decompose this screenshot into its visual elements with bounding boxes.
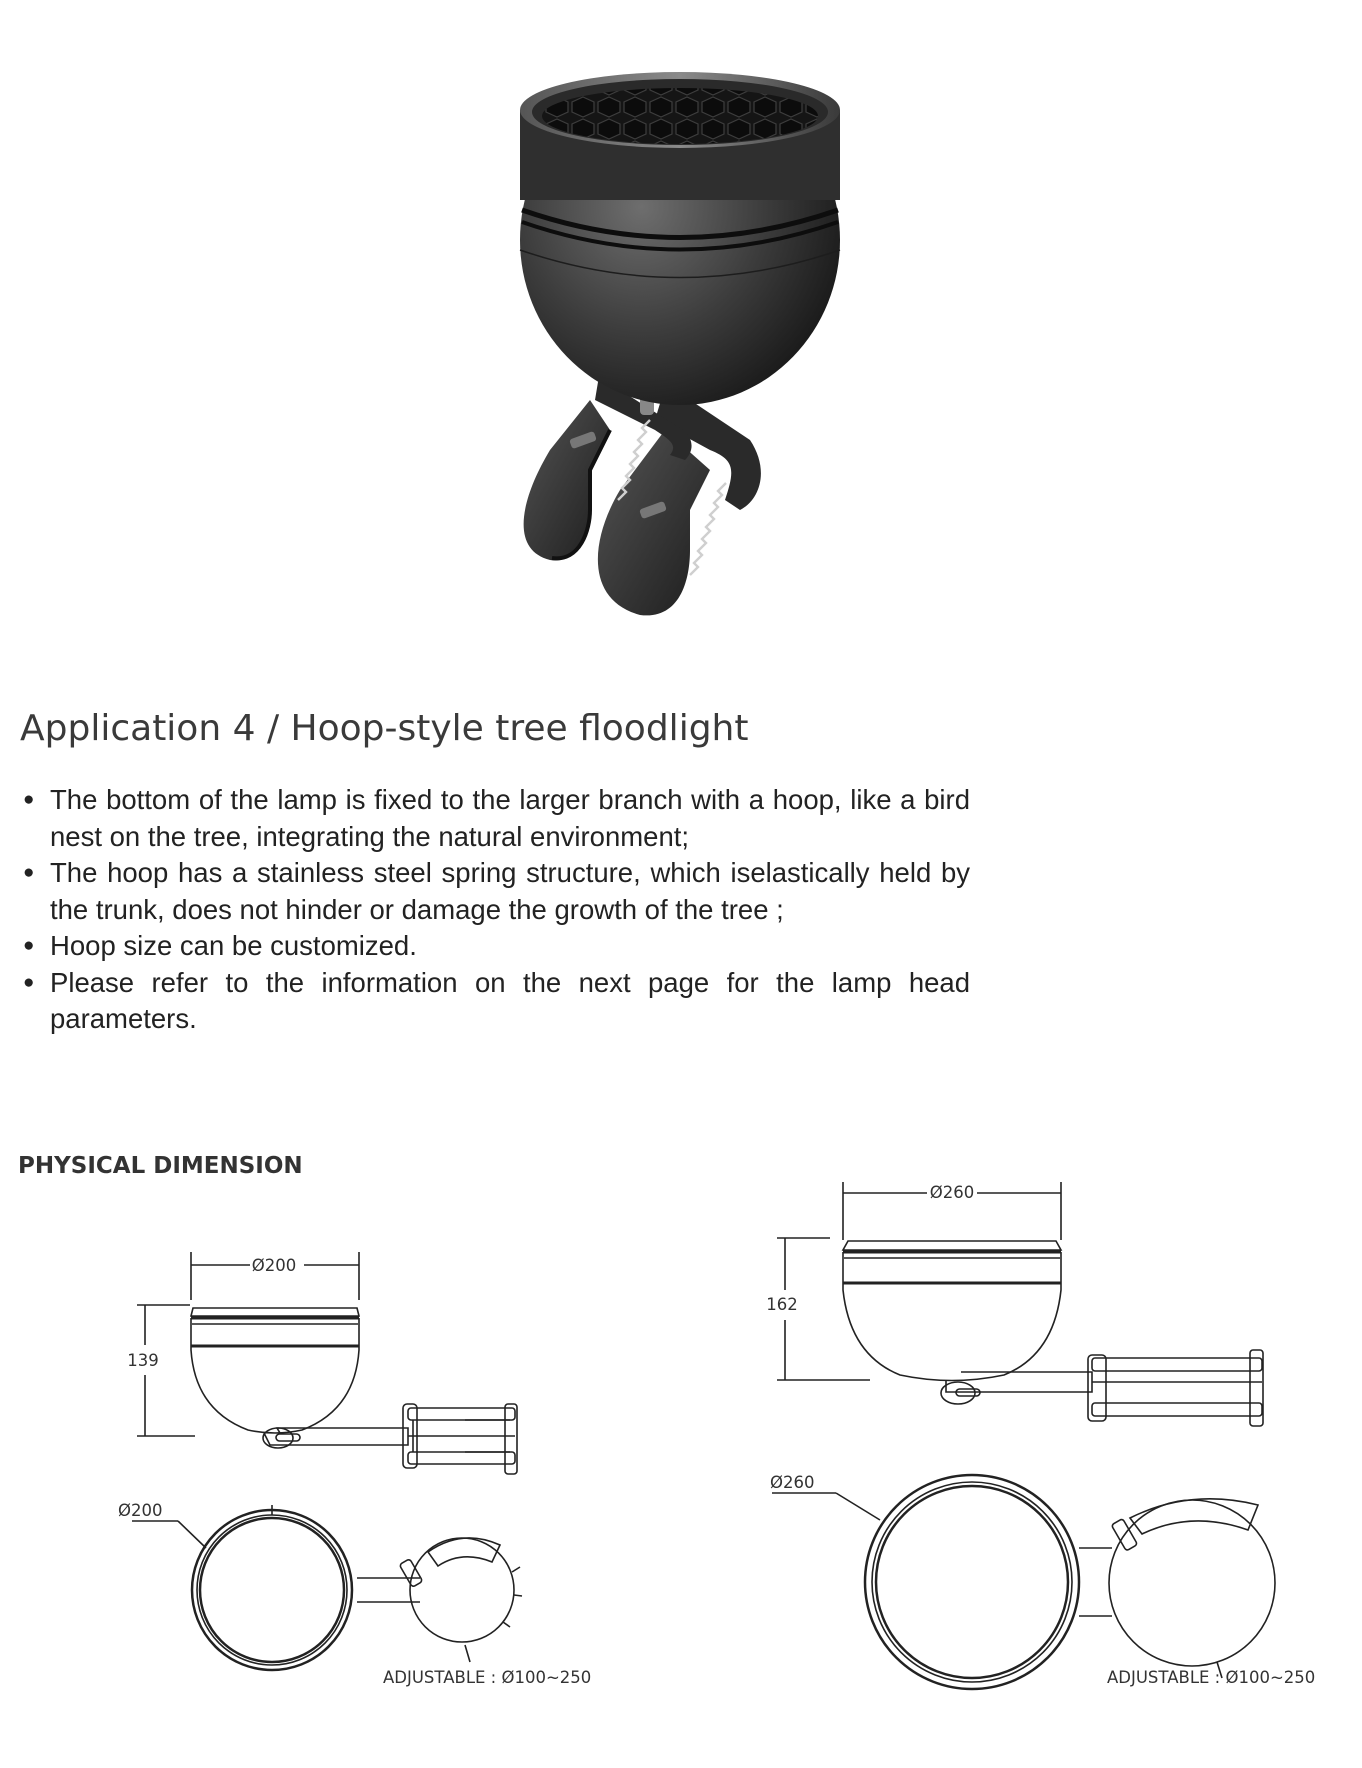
small-height-label: 139 <box>127 1351 159 1370</box>
small-adjustable-label: ADJUSTABLE : Ø100~250 <box>383 1668 592 1687</box>
dimension-drawings <box>0 1160 1362 1768</box>
small-diameter-label: Ø200 <box>251 1256 297 1275</box>
feature-item: ● The bottom of the lamp is fixed to the larger branch with a hoop, like a bird nest on the tree, integrating the natural environment; <box>20 782 970 855</box>
large-diameter-label: Ø260 <box>929 1183 975 1202</box>
physical-dimension-title: PHYSICAL DIMENSION <box>18 1153 303 1179</box>
feature-item: ● Please refer to the information on the next page for the lamp head parameters. <box>20 965 970 1038</box>
small-top-view <box>132 1505 522 1670</box>
large-top-diameter-label: Ø260 <box>770 1473 815 1492</box>
feature-item: ● The hoop has a stainless steel spring structure, which iselastically held by the trunk, does not hinder or damage the growth of the tree ; <box>20 855 970 928</box>
small-side-view <box>137 1252 517 1474</box>
large-side-view <box>777 1182 1263 1426</box>
small-top-diameter-label: Ø200 <box>118 1501 163 1520</box>
large-adjustable-label: ADJUSTABLE : Ø100~250 <box>1107 1668 1316 1687</box>
large-height-label: 162 <box>766 1295 798 1314</box>
large-top-view <box>772 1475 1275 1689</box>
application-title: Application 4 / Hoop-style tree floodlight <box>20 708 749 749</box>
product-photo <box>440 30 920 640</box>
feature-list <box>20 782 970 1038</box>
feature-item: ● Hoop size can be customized. <box>20 928 970 965</box>
